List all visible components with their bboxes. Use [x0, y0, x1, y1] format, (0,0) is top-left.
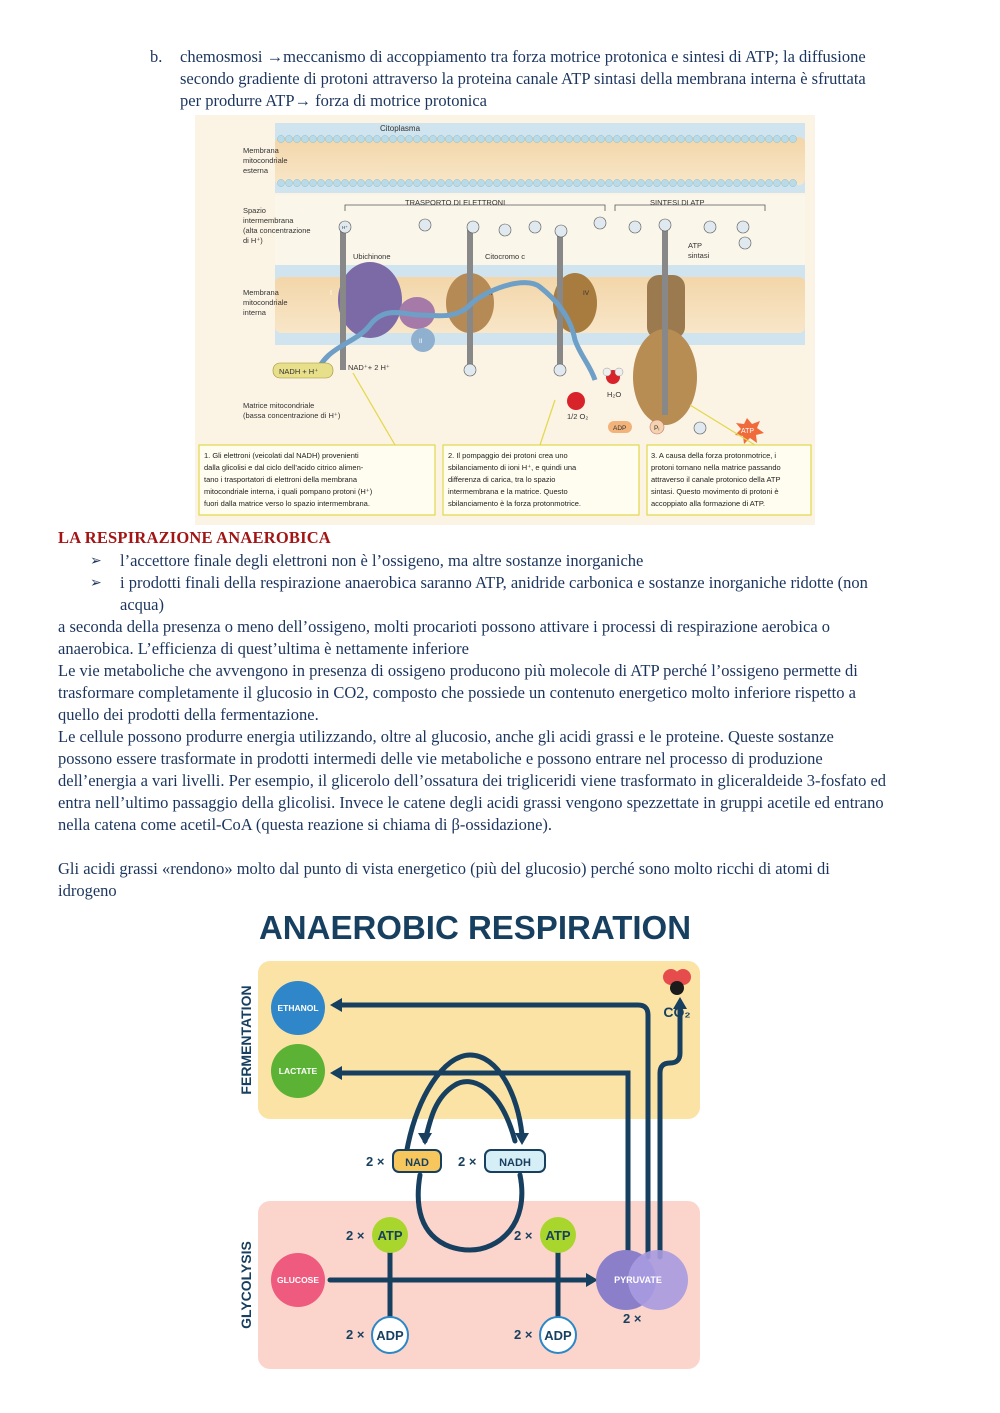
- label-membrana-esterna-1: Membrana: [243, 146, 279, 155]
- membrane-head: [453, 179, 460, 186]
- label-ubichinone: Ubichinone: [353, 252, 391, 261]
- chemosmosi-text: chemosmosi →meccanismo di accoppiamento tra forza motrice protonica e sintesi di ATP; la diffusione secondo gradiente di protoni attraverso la proteina canale ATP sintasi della membrana interna è sfruttata per produrre ATP→ forza di motrice protonica: [180, 47, 866, 110]
- membrane-head: [765, 179, 772, 186]
- box3-line-2: protoni tornano nella matrice passando: [651, 463, 781, 472]
- nadh-multiplier: 2 ×: [458, 1154, 477, 1169]
- oxygen-atom: [567, 392, 585, 410]
- membrane-head: [405, 179, 412, 186]
- membrane-head: [365, 179, 372, 186]
- membrane-head: [501, 179, 508, 186]
- membrane-head: [757, 135, 764, 142]
- membrane-head: [573, 135, 580, 142]
- nad-label: NAD: [405, 1157, 429, 1169]
- membrane-head: [661, 179, 668, 186]
- label-citocromo: Citocromo c: [485, 252, 526, 261]
- membrane-head: [669, 135, 676, 142]
- membrane-head: [437, 179, 444, 186]
- water-h1: [603, 368, 611, 376]
- label-spazio-1: Spazio: [243, 206, 266, 215]
- membrane-head: [517, 179, 524, 186]
- membrane-head: [733, 179, 740, 186]
- membrane-head: [325, 135, 332, 142]
- membrane-head: [677, 179, 684, 186]
- label-pi: Pᵢ: [654, 425, 660, 432]
- box1-line-3: tano i trasportatori di elettroni della membrana: [204, 475, 357, 484]
- membrane-head: [301, 179, 308, 186]
- membrane-head: [525, 135, 532, 142]
- membrane-head: [485, 179, 492, 186]
- membrane-head: [773, 135, 780, 142]
- membrane-head: [677, 135, 684, 142]
- box2-line-3: differenza di carica, tra lo spazio: [448, 475, 556, 484]
- label-citoplasma: Citoplasma: [380, 124, 421, 133]
- membrane-head: [285, 179, 292, 186]
- membrane-head: [725, 179, 732, 186]
- fermentation-label: FERMENTATION: [238, 985, 254, 1095]
- membrane-head: [557, 179, 564, 186]
- membrane-head: [341, 135, 348, 142]
- arrow-head-nad: [418, 1133, 432, 1145]
- membrane-head: [277, 179, 284, 186]
- membrane-head: [493, 179, 500, 186]
- label-trasporto: TRASPORTO DI ELETTRONI: [405, 198, 506, 207]
- label-matrice-1: Matrice mitocondriale: [243, 401, 315, 410]
- membrane-head: [309, 179, 316, 186]
- membrane-head: [445, 135, 452, 142]
- label-spazio-4: di H⁺): [243, 236, 263, 245]
- membrane-head: [461, 135, 468, 142]
- membrane-head: [333, 135, 340, 142]
- membrane-head: [589, 179, 596, 186]
- membrane-head: [525, 179, 532, 186]
- membrane-head: [373, 135, 380, 142]
- membrane-head: [653, 179, 660, 186]
- membrane-head: [309, 135, 316, 142]
- membrane-head: [429, 179, 436, 186]
- membrane-head: [613, 135, 620, 142]
- membrane-head: [477, 135, 484, 142]
- anaerobic-respiration-figure: [230, 905, 720, 1375]
- caption-box-2: [443, 445, 639, 515]
- paragraph: Le cellule possono produrre energia utilizzando, oltre al glucosio, anche gli acidi grassi e le proteine. Queste sostanze possono essere trasformate in prodotti intermedi delle vie metaboliche e possono entrare nel processo di produzione dell’energia a vari livelli. Per esempio, il glicerolo dell’ossatura dei trigliceridi viene trasformato in gliceraldeide 3-fosfato ed entra nell’ultimo passaggio della glicolisi. Invece le catene degli acidi grassi vengono spezzettate in gruppi acetile ed entrano nella catena come acetil-CoA (questa reazione si chiama di β-ossidazione).: [58, 727, 887, 834]
- label-adp: ADP: [613, 425, 627, 432]
- complex-3-label: III: [487, 290, 493, 297]
- membrane-head: [781, 179, 788, 186]
- membrane-head: [461, 179, 468, 186]
- membrane-head: [717, 179, 724, 186]
- atp-multiplier-2: 2 ×: [514, 1228, 533, 1243]
- membrane-head: [429, 135, 436, 142]
- membrane-head: [493, 135, 500, 142]
- paragraph: Le vie metaboliche che avvengono in presenza di ossigeno producono più molecole di ATP perché l’ossigeno permette di trasformare completamente il glucosio in CO2, composto che possiede un contenuto energetico molto inferiore rispetto a quello dei prodotti della fermentazione.: [58, 661, 858, 724]
- membrane-head: [637, 135, 644, 142]
- membrane-head: [661, 135, 668, 142]
- ethanol-label: ETHANOL: [277, 1003, 319, 1013]
- label-spazio-2: intermembrana: [243, 216, 294, 225]
- membrane-head: [405, 135, 412, 142]
- paragraph: Gli acidi grassi «rendono» molto dal punto di vista energetico (più del glucosio) perché sono molto ricchi di atomi di idrogeno: [58, 859, 830, 900]
- membrane-head: [685, 135, 692, 142]
- atp-label-1: ATP: [377, 1228, 403, 1243]
- membrane-head: [709, 179, 716, 186]
- membrane-head: [781, 135, 788, 142]
- membrane-head: [717, 135, 724, 142]
- membrane-head: [757, 179, 764, 186]
- membrane-head: [741, 179, 748, 186]
- membrane-head: [573, 179, 580, 186]
- box3-line-5: accoppiato alla formazione di ATP.: [651, 499, 765, 508]
- mitochondrial-matrix: [275, 347, 805, 445]
- membrane-head: [789, 135, 796, 142]
- membrane-head: [413, 179, 420, 186]
- membrane-head: [637, 179, 644, 186]
- membrane-head: [701, 135, 708, 142]
- label-membrana-interna-2: mitocondriale: [243, 298, 288, 307]
- box2-line-1: 2. Il pompaggio dei protoni crea uno: [448, 451, 568, 460]
- bullet-text: i prodotti finali della respirazione anaerobica saranno ATP, anidride carbonica e sostanze inorganiche ridotte (non acqua): [120, 573, 868, 614]
- membrane-head: [701, 179, 708, 186]
- label-membrana-interna-3: interna: [243, 308, 266, 317]
- membrane-head: [565, 135, 572, 142]
- label-membrana-interna-1: Membrana: [243, 288, 279, 297]
- glucose-label: GLUCOSE: [276, 1275, 320, 1285]
- membrane-head: [421, 179, 428, 186]
- membrane-head: [445, 179, 452, 186]
- list-marker: b.: [150, 47, 163, 66]
- adp-multiplier-1: 2 ×: [346, 1327, 365, 1342]
- membrane-head: [381, 179, 388, 186]
- box1-line-1: 1. Gli elettroni (veicolati dal NADH) provenienti: [204, 451, 359, 460]
- co2-label: CO₂: [663, 1004, 691, 1020]
- membrane-head: [709, 135, 716, 142]
- label-atp-sintasi-2: sintasi: [688, 251, 710, 260]
- membrane-head: [645, 179, 652, 186]
- pyruvate-label: PYRUVATE: [614, 1275, 662, 1285]
- membrane-head: [317, 135, 324, 142]
- box1-line-5: fuori dalla matrice verso lo spazio intermembrana.: [204, 499, 370, 508]
- membrane-head: [629, 179, 636, 186]
- membrane-head: [557, 135, 564, 142]
- membrane-head: [645, 135, 652, 142]
- membrane-head: [733, 135, 740, 142]
- complex-4-label: IV: [583, 290, 590, 297]
- membrane-head: [765, 135, 772, 142]
- complex-2-label: II: [419, 339, 423, 345]
- complex-1-label: I: [330, 290, 332, 297]
- membrane-head: [605, 135, 612, 142]
- paragraph: a seconda della presenza o meno dell’ossigeno, molti procarioti possono attivare i processi di respirazione aerobica o anaerobica. L’efficienza di quest’ultima è nettamente inferiore: [58, 617, 831, 658]
- box2-line-5: sbilanciamento è la forza protonmotrice.: [448, 499, 581, 508]
- label-matrice-2: (bassa concentrazione di H⁺): [243, 411, 341, 420]
- membrane-head: [421, 135, 428, 142]
- box3-line-4: sintasi. Questo movimento di protoni è: [651, 487, 779, 496]
- label-spazio-3: (alta concentrazione: [243, 226, 311, 235]
- section-heading: LA RESPIRAZIONE ANAEROBICA: [58, 528, 331, 547]
- label-atp: ATP: [741, 428, 755, 435]
- adp-label-2: ADP: [544, 1328, 572, 1343]
- membrane-head: [597, 179, 604, 186]
- membrane-head: [597, 135, 604, 142]
- atp-multiplier-1: 2 ×: [346, 1228, 365, 1243]
- box2-line-4: intermembrana e la matrice. Questo: [448, 487, 568, 496]
- membrane-head: [509, 179, 516, 186]
- adp-multiplier-2: 2 ×: [514, 1327, 533, 1342]
- membrane-head: [413, 135, 420, 142]
- membrane-head: [477, 179, 484, 186]
- membrane-head: [333, 179, 340, 186]
- membrane-head: [749, 179, 756, 186]
- label-sintesi: SINTESI DI ATP: [650, 198, 705, 207]
- membrane-head: [533, 179, 540, 186]
- membrane-head: [357, 135, 364, 142]
- membrane-head: [669, 179, 676, 186]
- membrane-head: [725, 135, 732, 142]
- label-membrana-esterna-2: mitocondriale: [243, 156, 288, 165]
- bullet-arrow-icon: ➢: [90, 575, 102, 591]
- fermentation-panel: [258, 961, 700, 1119]
- figure2-title: ANAEROBIC RESPIRATION: [258, 909, 692, 946]
- membrane-head: [501, 135, 508, 142]
- complex-2: [411, 328, 435, 352]
- membrane-head: [517, 135, 524, 142]
- membrane-head: [533, 135, 540, 142]
- membrane-head: [749, 135, 756, 142]
- membrane-head: [365, 135, 372, 142]
- label-atp-sintasi-1: ATP: [688, 241, 703, 250]
- h-plus-label: H⁺: [342, 225, 348, 230]
- membrane-head: [469, 179, 476, 186]
- membrane-head: [621, 179, 628, 186]
- caption-box-3: [647, 445, 811, 515]
- label-membrana-esterna-3: esterna: [243, 166, 269, 175]
- membrane-head: [389, 135, 396, 142]
- membrane-head: [565, 179, 572, 186]
- box1-line-2: dalla glicolisi e dal ciclo dell’acido citrico alimen-: [204, 463, 364, 472]
- adp-label-1: ADP: [376, 1328, 404, 1343]
- membrane-head: [685, 179, 692, 186]
- membrane-head: [653, 135, 660, 142]
- lactate-label: LACTATE: [278, 1066, 318, 1076]
- membrane-head: [549, 179, 556, 186]
- membrane-head: [285, 135, 292, 142]
- membrane-head: [549, 135, 556, 142]
- membrane-head: [693, 179, 700, 186]
- arrow-head-nadh: [515, 1133, 529, 1145]
- membrane-head: [349, 179, 356, 186]
- membrane-head: [469, 135, 476, 142]
- label-nad: NAD⁺+ 2 H⁺: [348, 363, 390, 372]
- box2-line-2: sbilanciamento di ioni H⁺, e quindi una: [448, 463, 577, 472]
- membrane-head: [389, 179, 396, 186]
- outer-membrane: [275, 137, 805, 185]
- membrane-head: [773, 179, 780, 186]
- box1-line-4: mitocondriale interna, i quali pompano protoni (H⁺): [204, 487, 373, 496]
- co2-carbon: [670, 981, 684, 995]
- box3-line-3: attraverso il canale protonico della ATP: [651, 475, 781, 484]
- membrane-head: [621, 135, 628, 142]
- label-half-o2: 1/2 O₂: [567, 412, 589, 421]
- membrane-head: [397, 135, 404, 142]
- electron-transport-figure: [195, 115, 815, 525]
- membrane-head: [293, 135, 300, 142]
- membrane-head: [613, 179, 620, 186]
- water-h2: [615, 368, 623, 376]
- membrane-head: [589, 135, 596, 142]
- bullet-text: l’accettore finale degli elettroni non è l’ossigeno, ma altre sostanze inorganiche: [120, 551, 644, 570]
- membrane-head: [349, 135, 356, 142]
- membrane-head: [453, 135, 460, 142]
- pyruvate-multiplier: 2 ×: [623, 1311, 642, 1326]
- nadh-label: NADH: [499, 1157, 531, 1169]
- membrane-head: [357, 179, 364, 186]
- membrane-head: [741, 135, 748, 142]
- membrane-head: [341, 179, 348, 186]
- atp-label-2: ATP: [545, 1228, 571, 1243]
- membrane-head: [541, 179, 548, 186]
- membrane-head: [293, 179, 300, 186]
- membrane-head: [509, 135, 516, 142]
- glycolysis-label: GLYCOLYSIS: [238, 1241, 254, 1329]
- label-nadh: NADH + H⁺: [279, 367, 319, 376]
- membrane-head: [581, 179, 588, 186]
- membrane-head: [581, 135, 588, 142]
- membrane-head: [629, 135, 636, 142]
- caption-box-1: [199, 445, 435, 515]
- membrane-head: [325, 179, 332, 186]
- label-h2o: H₂O: [607, 390, 622, 399]
- membrane-head: [437, 135, 444, 142]
- membrane-head: [317, 179, 324, 186]
- membrane-head: [789, 179, 796, 186]
- membrane-head: [541, 135, 548, 142]
- membrane-head: [693, 135, 700, 142]
- box3-line-1: 3. A causa della forza protonmotrice, i: [651, 451, 777, 460]
- nad-multiplier: 2 ×: [366, 1154, 385, 1169]
- membrane-head: [301, 135, 308, 142]
- membrane-head: [485, 135, 492, 142]
- membrane-head: [381, 135, 388, 142]
- bullet-arrow-icon: ➢: [90, 553, 102, 569]
- membrane-head: [277, 135, 284, 142]
- membrane-head: [373, 179, 380, 186]
- membrane-head: [397, 179, 404, 186]
- membrane-head: [605, 179, 612, 186]
